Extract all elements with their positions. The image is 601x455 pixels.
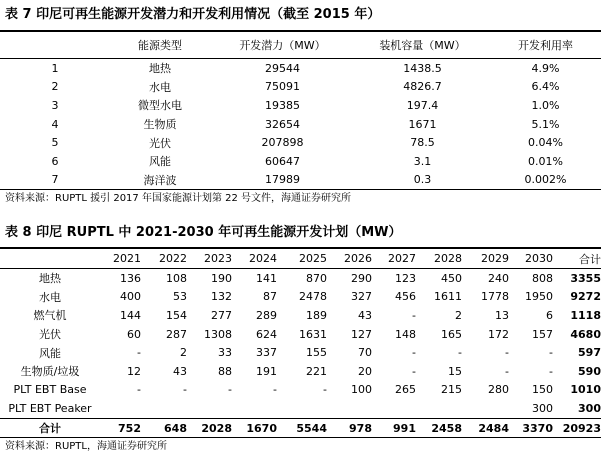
- table8-cell-value: 3370: [509, 418, 553, 438]
- table8-cell-value: 450: [441, 271, 462, 285]
- table7-cell-potential: 17989: [210, 171, 355, 190]
- table8-cell-value: 2: [180, 346, 187, 360]
- table7-cell-index: 7: [0, 171, 110, 190]
- table8-cell-value: 155: [306, 346, 327, 360]
- table8-cell-value: -: [273, 383, 277, 397]
- table8-cell-category: 风能: [39, 346, 61, 360]
- table8-cell-value: [462, 399, 509, 418]
- table8-cell-category: PLT EBT Peaker: [8, 401, 92, 415]
- table8-cell-value: 2484: [462, 418, 509, 438]
- table8-cell-value: 265: [395, 383, 416, 397]
- table7-cell-potential: 32654: [265, 117, 300, 131]
- table-row: [0, 96, 601, 115]
- table8-cell-total: 597: [578, 346, 601, 360]
- table8-cell-value: -: [412, 364, 416, 378]
- table8-cell-value: [187, 399, 232, 418]
- table8-cell-value: 808: [532, 271, 553, 285]
- table8-cell-value: -: [183, 383, 187, 397]
- table8-cell-total: 9272: [570, 290, 601, 304]
- table8-cell-value: 148: [395, 327, 416, 341]
- table8-cell-value: 6: [546, 308, 553, 322]
- table8-cell-value: 624: [256, 327, 277, 341]
- table8: [0, 249, 601, 438]
- table8-cell-value: 33: [218, 346, 232, 360]
- table8-cell-value: 978: [327, 418, 372, 438]
- table8-header-year: 2030: [509, 249, 553, 269]
- table8-cell-category: 水电: [39, 290, 61, 304]
- table8-cell-value: 157: [532, 327, 553, 341]
- table8-cell-category: 燃气机: [33, 309, 67, 323]
- table8-header-row: [0, 249, 601, 269]
- table8-cell-category: PLT EBT Base: [13, 383, 87, 397]
- table7-cell-capacity: 197.4: [406, 98, 439, 112]
- table8-cell-value: 1950: [525, 290, 553, 304]
- table8-cell-value: 165: [441, 327, 462, 341]
- table8-cell-value: 150: [532, 383, 553, 397]
- table7-cell-type: 光伏: [149, 136, 171, 150]
- table8-cell-value: [232, 399, 277, 418]
- table-row: [0, 59, 601, 78]
- table8-cell-value: 2458: [416, 418, 462, 438]
- table8-cell-value: 127: [351, 327, 372, 341]
- table8-cell-value: 20: [358, 364, 372, 378]
- table8-total-row: [0, 418, 601, 438]
- table7-cell-potential: 75091: [265, 80, 300, 94]
- table8-cell-value: -: [458, 346, 462, 360]
- table-row: [0, 133, 601, 152]
- table8-section: [0, 221, 601, 455]
- table7-cell-utilization: 0.04%: [528, 136, 563, 150]
- table8-cell-value: 154: [166, 308, 187, 322]
- table8-cell-value: 215: [441, 383, 462, 397]
- table8-cell-value: -: [505, 346, 509, 360]
- table8-header-year: 2022: [141, 249, 187, 269]
- table7-header-type: 能源类型: [110, 32, 210, 59]
- table7-cell-index: 6: [51, 154, 59, 168]
- table8-cell-value: 100: [351, 383, 372, 397]
- table8-cell-value: 43: [358, 308, 372, 322]
- table7-cell-potential: 19385: [265, 98, 300, 112]
- table8-cell-value: 2478: [299, 290, 327, 304]
- table7-cell-index: 1: [51, 61, 59, 75]
- table7-cell-potential: 207898: [261, 136, 304, 150]
- table8-cell-value: [327, 399, 372, 418]
- table8-title: 表 8 印尼 RUPTL 中 2021-2030 年可再生能源开发计划（MW）: [0, 221, 601, 249]
- table8-cell-value: 327: [351, 290, 372, 304]
- table7-cell-potential: 29544: [265, 61, 300, 75]
- table8-cell-value: 136: [120, 271, 141, 285]
- table8-cell-value: 88: [218, 364, 232, 378]
- table8-cell-value: 1778: [481, 290, 509, 304]
- table-row: [0, 381, 601, 400]
- table7-cell-capacity: 3.1: [413, 154, 432, 168]
- table8-cell-value: 290: [351, 271, 372, 285]
- table8-cell-value: -: [228, 383, 232, 397]
- table8-cell-total: 1118: [570, 308, 601, 322]
- table8-cell-value: 300: [532, 401, 553, 415]
- table8-cell-value: [372, 399, 416, 418]
- table7-cell-index: 5: [51, 136, 59, 150]
- table7-cell-index: 2: [51, 80, 59, 94]
- table8-cell-value: 132: [211, 290, 232, 304]
- table-row: [0, 288, 601, 307]
- table8-header-year: 2023: [187, 249, 232, 269]
- table8-cell-value: 2: [455, 308, 462, 322]
- table8-cell-value: 648: [141, 418, 187, 438]
- table8-cell-value: 1611: [434, 290, 462, 304]
- table8-header-year: 2029: [462, 249, 509, 269]
- table8-cell-value: [416, 399, 462, 418]
- table8-cell-value: 1308: [204, 327, 232, 341]
- table7-header-utilization: 开发利用率: [490, 32, 601, 59]
- table8-cell-value: 240: [488, 271, 509, 285]
- table7-header-capacity: 装机容量（MW）: [355, 32, 490, 59]
- table8-cell-value: -: [137, 346, 141, 360]
- table8-cell-total: 3355: [570, 271, 601, 285]
- table8-cell-value: 289: [256, 308, 277, 322]
- table8-cell-value: 337: [256, 346, 277, 360]
- table8-cell-value: 15: [448, 364, 462, 378]
- table8-cell-value: 43: [173, 364, 187, 378]
- table8-header-year: 2024: [232, 249, 277, 269]
- table8-cell-value: [277, 399, 327, 418]
- table7-cell-capacity: 0.3: [355, 171, 490, 190]
- table7-cell-capacity: 1438.5: [403, 61, 442, 75]
- table8-cell-value: -: [505, 364, 509, 378]
- table8-cell-value: 53: [173, 290, 187, 304]
- table7-cell-utilization: 0.002%: [490, 171, 601, 190]
- table7-cell-index: 3: [51, 98, 59, 112]
- table7-cell-utilization: 0.01%: [528, 154, 563, 168]
- table8-cell-value: 191: [256, 364, 277, 378]
- table7-section: [0, 0, 601, 207]
- table-row: [0, 306, 601, 325]
- table8-header-total: 合计: [553, 249, 601, 269]
- table8-header-year: 2027: [372, 249, 416, 269]
- table8-cell-value: 991: [372, 418, 416, 438]
- table8-cell-value: -: [323, 383, 327, 397]
- table8-cell-value: 60: [127, 327, 141, 341]
- table8-cell-value: 70: [358, 346, 372, 360]
- table8-cell-value: [141, 399, 187, 418]
- table8-cell-value: -: [137, 383, 141, 397]
- table8-cell-value: -: [549, 364, 553, 378]
- table8-cell-total: 4680: [570, 327, 601, 341]
- table7-cell-utilization: 4.9%: [531, 61, 560, 75]
- table8-header-year: 2021: [100, 249, 141, 269]
- table8-cell-value: -: [412, 308, 416, 322]
- table8-cell-value: 12: [127, 364, 141, 378]
- table8-cell-value: 287: [166, 327, 187, 341]
- table8-cell-total: 1010: [570, 383, 601, 397]
- table8-cell-value: 1631: [299, 327, 327, 341]
- table8-cell-value: 13: [495, 308, 509, 322]
- table-row: [0, 171, 601, 190]
- table8-cell-value: 456: [395, 290, 416, 304]
- table7-source: 资料来源：RUPTL 援引 2017 年国家能源计划第 22 号文件，海通证券研究所: [5, 193, 352, 205]
- table8-cell-value: 108: [166, 271, 187, 285]
- table-row: [0, 362, 601, 381]
- table8-cell-value: 172: [488, 327, 509, 341]
- table-row: [0, 78, 601, 97]
- table7-cell-type: 水电: [149, 80, 171, 94]
- table7-cell-capacity: 1671: [408, 117, 437, 131]
- table7-cell-type: 风能: [149, 155, 171, 169]
- table8-cell-value: 87: [263, 290, 277, 304]
- table7-cell-capacity: 78.5: [410, 136, 435, 150]
- table7: [0, 32, 601, 190]
- table8-cell-value: 189: [306, 308, 327, 322]
- table8-source: 资料来源：RUPTL，海通证券研究所: [5, 441, 167, 453]
- table8-cell-value: 2028: [187, 418, 232, 438]
- table8-header-year: 2028: [416, 249, 462, 269]
- table8-cell-category: 生物质/垃圾: [20, 365, 80, 379]
- table8-cell-value: 1670: [232, 418, 277, 438]
- table-row: [0, 152, 601, 171]
- table-row: [0, 399, 601, 418]
- table-row: [0, 115, 601, 134]
- table-row: [0, 343, 601, 362]
- table8-cell-value: 144: [120, 308, 141, 322]
- table7-header-potential: 开发潜力（MW）: [210, 32, 355, 59]
- table7-cell-capacity: 4826.7: [403, 80, 442, 94]
- table8-cell-value: -: [412, 346, 416, 360]
- table8-cell-category: 地热: [39, 272, 61, 286]
- table8-cell-value: 400: [120, 290, 141, 304]
- table8-cell-value: 277: [211, 308, 232, 322]
- table-row: [0, 325, 601, 344]
- table7-header-row: [0, 32, 601, 59]
- table8-cell-total: 300: [578, 401, 601, 415]
- table8-cell-category: 光伏: [39, 328, 61, 342]
- table8-header-year: 2026: [327, 249, 372, 269]
- table7-cell-index: 4: [51, 117, 59, 131]
- table7-cell-type: 海洋波: [110, 171, 210, 190]
- table7-header-index: [0, 32, 110, 59]
- table8-cell-value: [100, 399, 141, 418]
- table8-cell-category: 合计: [0, 418, 100, 438]
- table8-cell-value: 190: [211, 271, 232, 285]
- table8-cell-value: 280: [488, 383, 509, 397]
- table8-cell-value: -: [549, 346, 553, 360]
- table7-cell-utilization: 5.1%: [531, 117, 560, 131]
- table7-title: 表 7 印尼可再生能源开发潜力和开发利用情况（截至 2015 年）: [0, 0, 601, 32]
- table8-cell-value: 752: [100, 418, 141, 438]
- table7-cell-utilization: 1.0%: [531, 98, 560, 112]
- table8-cell-value: 221: [306, 364, 327, 378]
- table7-cell-type: 微型水电: [138, 99, 182, 113]
- table8-header-year: 2025: [277, 249, 327, 269]
- table8-cell-total: 20923: [553, 418, 601, 438]
- table8-cell-value: 123: [395, 271, 416, 285]
- table8-cell-value: 5544: [277, 418, 327, 438]
- table7-cell-type: 生物质: [143, 118, 177, 132]
- table7-cell-potential: 60647: [265, 154, 300, 168]
- table8-cell-total: 590: [578, 364, 601, 378]
- table8-header-category: [0, 249, 100, 269]
- table8-cell-value: 870: [306, 271, 327, 285]
- table7-cell-utilization: 6.4%: [531, 80, 560, 94]
- table8-cell-value: 141: [256, 271, 277, 285]
- table-row: [0, 269, 601, 288]
- table7-cell-type: 地热: [149, 62, 171, 76]
